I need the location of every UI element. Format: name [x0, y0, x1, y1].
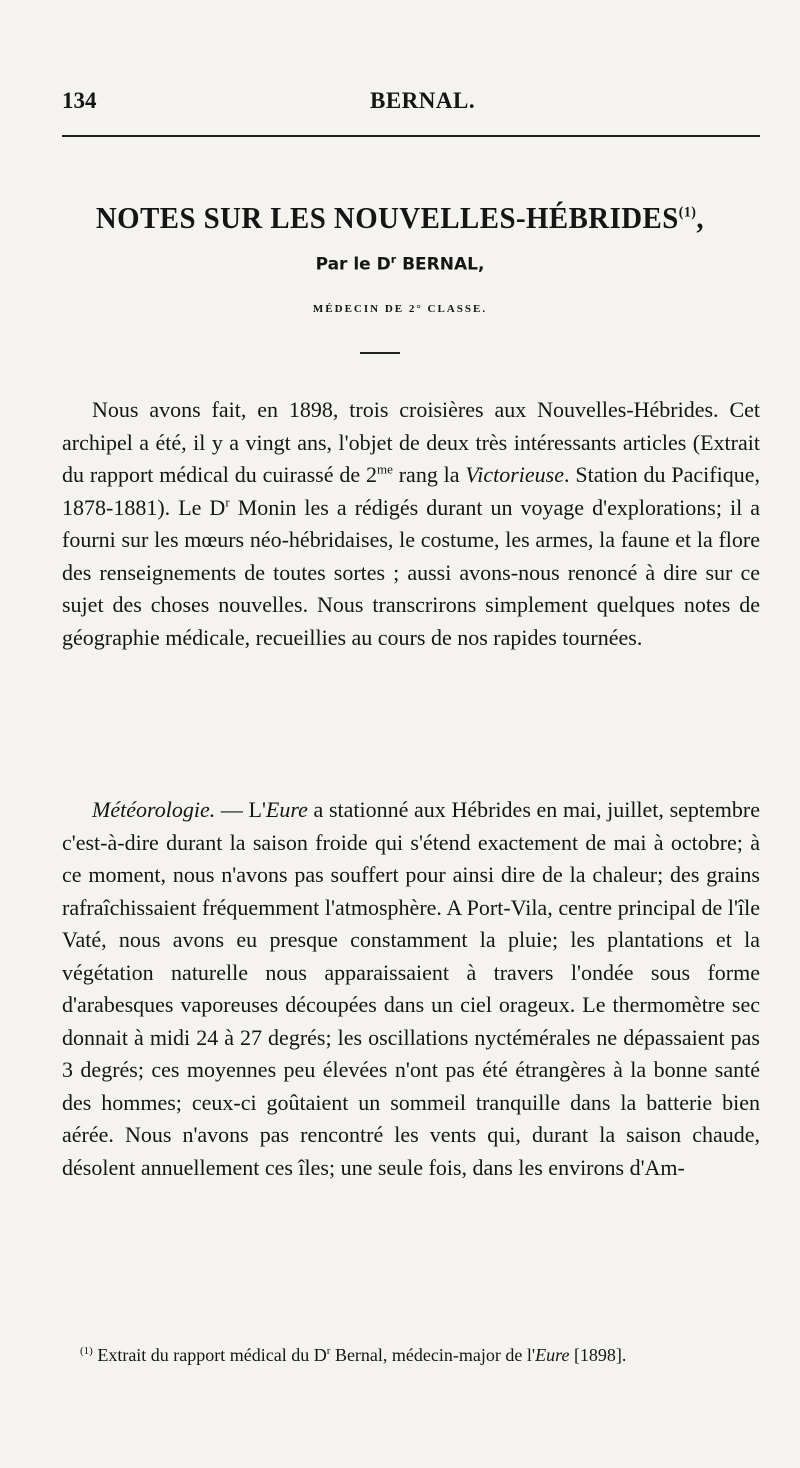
p1-text-c: . Station du Pacifique, 1878-1881). Le D: [62, 462, 760, 520]
article-title: [65, 200, 735, 236]
author-rank: MÉDECIN DE 2° CLASSE.: [312, 303, 488, 315]
byline-prefix: Par le D: [315, 254, 391, 275]
footnote-sup-dr: r: [326, 1345, 331, 1357]
article-title-text: NOTES SUR LES NOUVELLES-HÉBRIDES: [95, 200, 679, 235]
title-footnote-mark[interactable]: (1): [678, 204, 697, 221]
byline-sup: r: [390, 253, 397, 266]
separator-rule: [360, 352, 400, 354]
section-heading-meteorologie: Météorologie.: [92, 797, 216, 822]
paragraph-meteorologie: [62, 794, 760, 1184]
ship-name-victorieuse: Victorieuse: [465, 462, 564, 487]
footnote-ship-eure: Eure: [535, 1345, 570, 1365]
author-name: BERNAL,: [402, 254, 485, 275]
header-rule: [62, 135, 760, 137]
p1-sup-dr: r: [225, 494, 230, 510]
ship-name-eure: Eure: [265, 797, 308, 822]
footnote-mark: (1): [80, 1345, 93, 1357]
p1-text-b: rang la: [392, 462, 466, 487]
author-byline: [40, 253, 760, 275]
paragraph-intro: [62, 394, 760, 654]
p2-dash: — L': [215, 797, 266, 822]
p1-text-d: Monin les a rédigés durant un voyage d'explorations; il a fourni sur les mœurs néo-hébridaises, le costume, les armes, la faune et la flore des renseignements de toutes sortes ; aussi avons-nous renoncé à dire sur ce sujet des choses nouvelles. Nous transcrirons simplement quelques notes de géographie médicale, recueillies au cours de nos rapides tournées.: [62, 494, 760, 650]
footnote-text-b: Bernal, médecin-major de l': [330, 1345, 536, 1365]
footnote: [62, 1340, 760, 1370]
page-number: 134: [62, 88, 97, 113]
p1-sup-rang: me: [376, 461, 393, 477]
p2-text: a stationné aux Hébrides en mai, juillet, septembre c'est-à-dire durant la saison froide qui s'étend exactement de mai à octobre; à ce moment, nous n'avons pas souffert pour ainsi dire de la chaleur; des grains rafraîchissaient fréquemment l'atmosphère. A Port-Vila, centre principal de l'île Vaté, nous avons eu presque constamment la pluie; les plantations et la végétation naturelle nous apparaissaient à travers l'ondée sous forme d'arabesques vaporeuses découpées dans un ciel orageux. Le thermomètre sec donnait à midi 24 à 27 degrés; les oscillations nyctémérales ne dépassaient pas 3 degrés; ces moyennes peu élevées n'ont pas été étrangères à la bonne santé des hommes; ceux-ci goûtaient un sommeil tranquille dans la batterie bien aérée. Nous n'avons pas rencontré les vents qui, durant la saison chaude, désolent annuellement ces îles; une seule fois, dans les environs d'Am-: [62, 797, 760, 1180]
footnote-text-c: [1898].: [569, 1345, 627, 1365]
running-head: [62, 84, 762, 118]
p1-text-a: Nous avons fait, en 1898, trois croisières aux Nouvelles-Hébrides. Cet archipel a été, il y a vingt ans, l'objet de deux très intéressants articles (Extrait du rapport médical du cuirassé de 2: [62, 397, 760, 487]
running-title: BERNAL.: [370, 88, 476, 113]
title-trailing: ,: [696, 200, 705, 235]
footnote-text-a: Extrait du rapport médical du D: [92, 1345, 327, 1365]
